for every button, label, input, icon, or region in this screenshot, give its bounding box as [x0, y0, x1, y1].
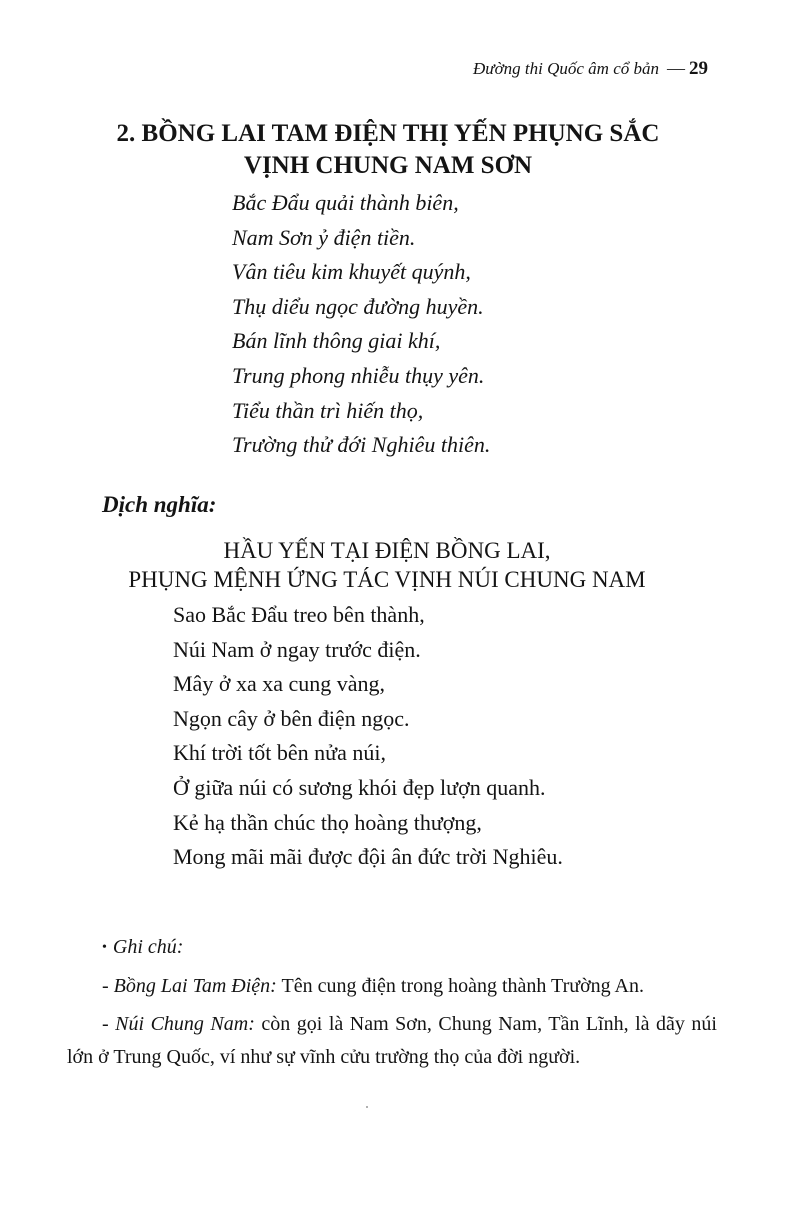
- translation-verse-line: Ngọn cây ở bên điện ngọc.: [173, 705, 410, 731]
- translation-verse-line: Mong mãi mãi được đội ân đức trời Nghiêu.: [173, 844, 563, 870]
- translation-verse-line: Khí trời tốt bên nửa núi,: [173, 740, 386, 766]
- note-text: Tên cung điện trong hoàng thành Trường An.: [276, 975, 644, 997]
- poem-title: [100, 118, 676, 182]
- original-verse-line: Vân tiêu kim khuyết quýnh,: [232, 259, 471, 285]
- translation-verse-line: Kẻ hạ thần chúc thọ hoàng thượng,: [173, 809, 482, 835]
- original-verse-line: Nam Sơn ỷ điện tiền.: [232, 224, 416, 250]
- original-verse-line: Trường thử đới Nghiêu thiên.: [232, 432, 491, 458]
- original-verse-line: Tiểu thần trì hiến thọ,: [232, 397, 424, 423]
- notes-heading: [102, 936, 183, 959]
- running-header-dash: —: [667, 58, 685, 78]
- running-title: Đường thi Quốc âm cổ bản: [473, 59, 659, 78]
- translation-verse-line: Núi Nam ở ngay trước điện.: [173, 636, 421, 662]
- translation-title-line: HẦU YẾN TẠI ĐIỆN BỒNG LAI,: [223, 538, 551, 563]
- translation-verse-line: Sao Bắc Đẩu treo bên thành,: [173, 602, 425, 627]
- running-header: [473, 58, 708, 80]
- translation-verse-line: Mây ở xa xa cung vàng,: [173, 671, 386, 697]
- note-prefix: -: [102, 975, 114, 997]
- note-term: [102, 975, 277, 997]
- poem-title-line: 2. BỒNG LAI TAM ĐIỆN THỊ YẾN PHỤNG SẮC: [116, 120, 660, 147]
- poem-title-line: VỊNH CHUNG NAM SƠN: [243, 152, 533, 179]
- original-verse-line: Thụ diểu ngọc đường huyền.: [232, 293, 484, 319]
- note-term-text: Núi Chung Nam:: [115, 1013, 255, 1035]
- translation-verse-line: Ở giữa núi có sương khói đẹp lượn quanh.: [173, 774, 546, 800]
- print-speck: [366, 1106, 368, 1108]
- original-verse-line: Bắc Đẩu quải thành biên,: [232, 190, 459, 215]
- original-verse-line: Trung phong nhiễu thụy yên.: [232, 362, 485, 388]
- translation-title: [80, 536, 694, 594]
- note-item: [67, 1008, 717, 1074]
- translation-verse-block: [173, 598, 563, 875]
- translation-heading: Dịch nghĩa:: [102, 492, 217, 517]
- note-term-text: Bồng Lai Tam Điện:: [113, 975, 277, 997]
- original-verse-block: [232, 186, 490, 463]
- note-prefix: -: [102, 1013, 116, 1035]
- original-verse-line: Bán lĩnh thông giai khí,: [232, 328, 441, 354]
- notes-heading-label: Ghi chú:: [112, 936, 184, 958]
- page-number: 29: [689, 58, 708, 79]
- bullet-icon: •: [102, 940, 107, 955]
- translation-title-line: PHỤNG MỆNH ỨNG TÁC VỊNH NÚI CHUNG NAM: [128, 567, 646, 592]
- note-item: [102, 970, 644, 1003]
- note-text: còn gọi là Nam Sơn, Chung Nam, Tần Lĩnh, là dãy núi lớn ở Trung Quốc, ví như sự vĩnh cửu trường thọ của đời người.: [67, 1013, 717, 1068]
